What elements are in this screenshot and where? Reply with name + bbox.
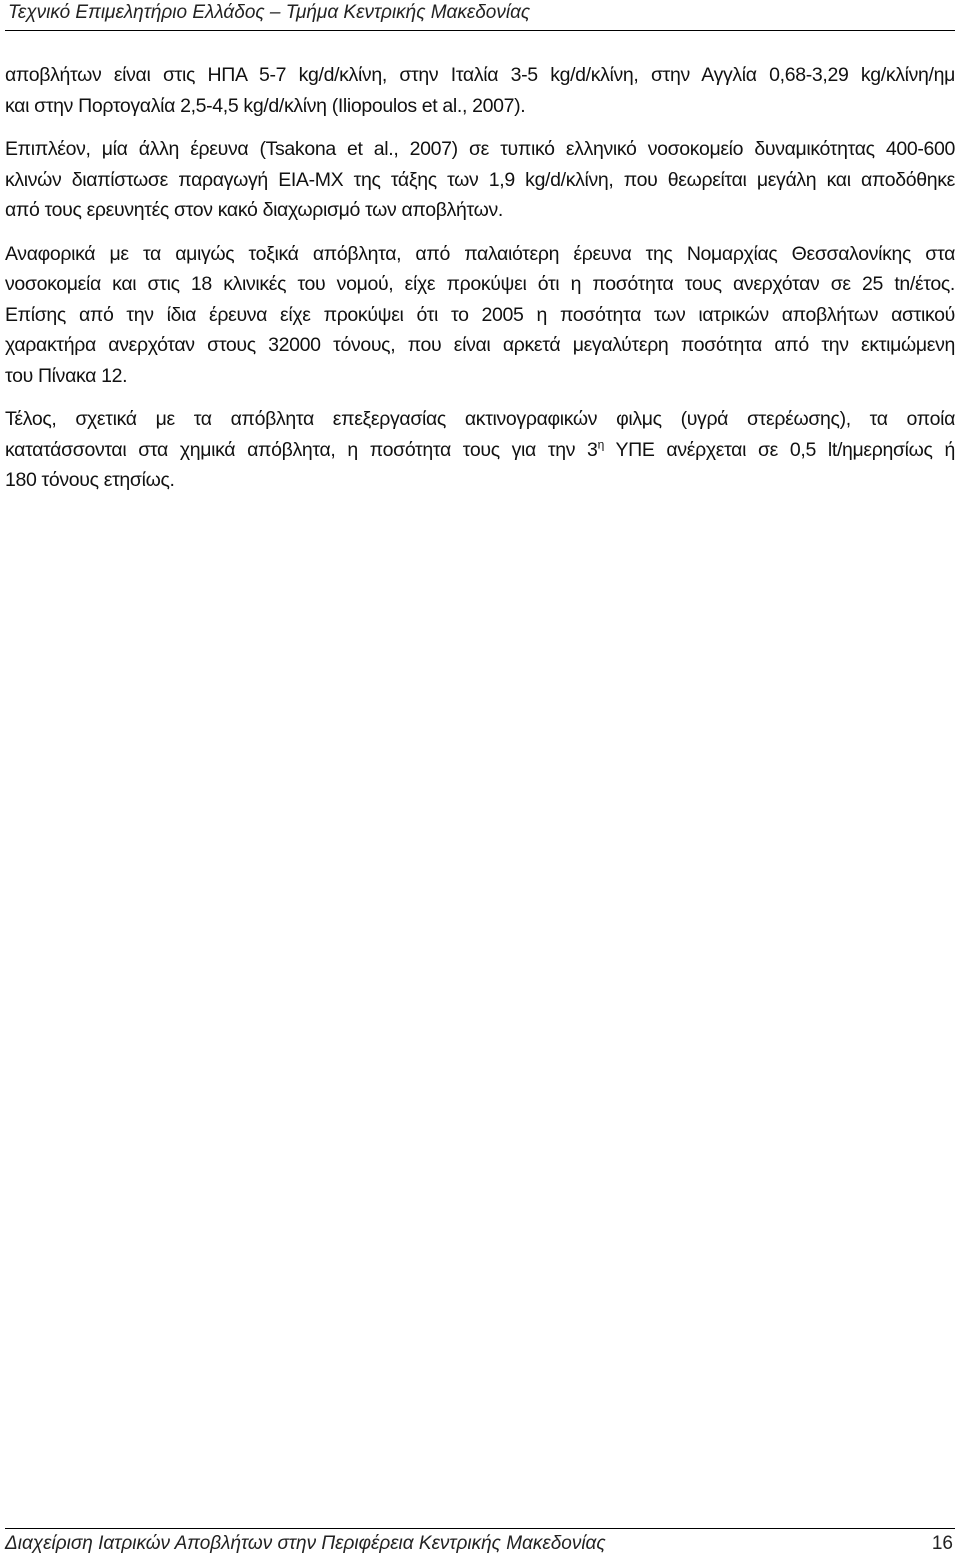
text-line: κλινών διαπίστωσε παραγωγή ΕΙΑ-ΜΧ της τάξης των 1,9 kg/d/κλίνη, που θεωρείται μεγάλη και αποδόθηκε: [5, 168, 955, 191]
text-line: Επιπλέον, μία άλλη έρευνα (Tsakona et al., 2007) σε τυπικό ελληνικό νοσοκομείο δυναμικότητας 400-600: [5, 138, 955, 160]
text-line: νοσοκομεία και στις 18 κλινικές του νομού, είχε προκύψει ότι η ποσότητα τους ανερχόταν σε 25 tn/έτος.: [5, 273, 955, 295]
text-line: [5, 435, 955, 466]
document-body: [5, 60, 955, 509]
text-segment: κατατάσσονται στα χημικά απόβλητα, η ποσότητα τους για την 3: [5, 438, 598, 461]
page-footer: [5, 1528, 955, 1562]
ordinal-superscript: η: [597, 437, 604, 451]
paragraph-xray-film-waste: [5, 404, 955, 496]
page-header: [5, 0, 955, 31]
page-number: 16: [931, 1533, 953, 1554]
paragraph-waste-rates: [5, 60, 955, 121]
text-segment: ΥΠΕ ανέρχεται σε 0,5 lt/ημερησίως ή: [603, 438, 955, 461]
text-line: χαρακτήρα ανερχόταν στους 32000 τόνους, που είναι αρκετά μεγαλύτερη ποσότητα από την εκτιμώμενη: [5, 334, 955, 356]
text-line: Αναφορικά με τα αμιγώς τοξικά απόβλητα, από παλαιότερη έρευνα της Νομαρχίας Θεσσαλονίκης στα: [5, 242, 955, 265]
text-line: Τέλος, σχετικά με τα απόβλητα επεξεργασίας ακτινογραφικών φιλμς (υγρά στερέωσης), τα οποία: [5, 408, 955, 430]
header-title: Τεχνικό Επιμελητήριο Ελλάδος – Τμήμα Κεντρικής Μακεδονίας: [8, 2, 531, 23]
text-line: του Πίνακα 12.: [5, 364, 128, 387]
text-line: από τους ερευνητές στον κακό διαχωρισμό των αποβλήτων.: [5, 199, 503, 221]
text-line: 180 τόνους ετησίως.: [5, 469, 175, 491]
paragraph-toxic-waste: [5, 239, 955, 392]
text-line: και στην Πορτογαλία 2,5-4,5 kg/d/κλίνη (Iliopoulos et al., 2007).: [5, 94, 526, 117]
text-line: αποβλήτων είναι στις ΗΠΑ 5-7 kg/d/κλίνη, στην Ιταλία 3-5 kg/d/κλίνη, στην Αγγλία 0,68-3,29 kg/κλίνη/ημ: [5, 64, 955, 86]
paragraph-tsakona-study: [5, 134, 955, 226]
text-line: Επίσης από την ίδια έρευνα είχε προκύψει ότι το 2005 η ποσότητα των ιατρικών αποβλήτων αστικού: [5, 303, 955, 326]
footer-title: Διαχείριση Ιατρικών Αποβλήτων στην Περιφέρεια Κεντρικής Μακεδονίας: [5, 1533, 606, 1554]
